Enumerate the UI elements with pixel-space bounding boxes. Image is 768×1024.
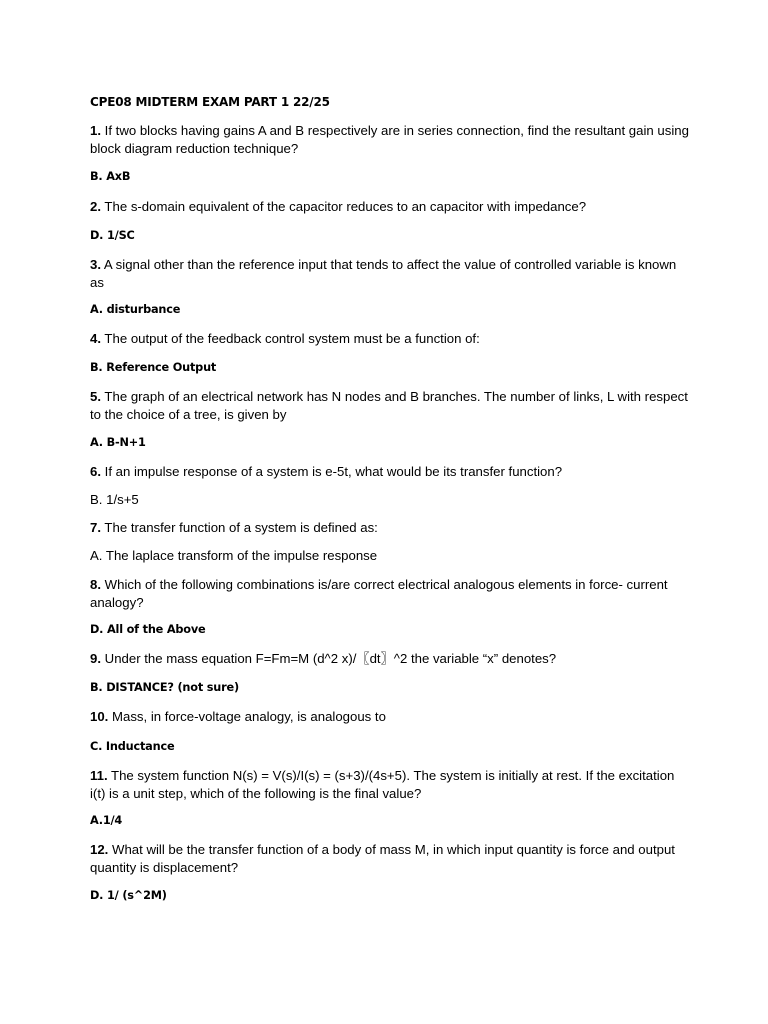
question-number: 4. bbox=[90, 331, 101, 346]
question-6 bbox=[90, 463, 690, 481]
question-text: The output of the feedback control system must be a function of: bbox=[101, 331, 480, 346]
exam-title: CPE08 MIDTERM EXAM PART 1 22/25 bbox=[90, 95, 330, 109]
answer-8: D. All of the Above bbox=[90, 623, 206, 636]
question-text: If two blocks having gains A and B respectively are in series connection, find the resultant gain using block diagram reduction technique? bbox=[90, 123, 689, 156]
question-text: Which of the following combinations is/are correct electrical analogous elements in force- current analogy? bbox=[90, 577, 668, 610]
question-number: 5. bbox=[90, 389, 101, 404]
question-number: 1. bbox=[90, 123, 101, 138]
answer-7: A. The laplace transform of the impulse response bbox=[90, 548, 378, 563]
question-text: The graph of an electrical network has N nodes and B branches. The number of links, L with respect to the choice of a tree, is given by bbox=[90, 389, 688, 422]
answer-3: A. disturbance bbox=[90, 303, 181, 316]
question-number: 12. bbox=[90, 842, 109, 857]
answer-12: D. 1/ (s^2M) bbox=[90, 889, 167, 902]
answer-2: D. 1/SC bbox=[90, 229, 135, 242]
question-8 bbox=[90, 576, 690, 612]
question-text: A signal other than the reference input that tends to affect the value of controlled variable is known as bbox=[90, 257, 677, 290]
question-3 bbox=[90, 256, 690, 292]
question-number: 11. bbox=[90, 768, 108, 783]
question-text: Mass, in force-voltage analogy, is analogous to bbox=[108, 709, 386, 724]
answer-4: B. Reference Output bbox=[90, 361, 217, 374]
question-4 bbox=[90, 330, 690, 348]
answer-5: A. B-N+1 bbox=[90, 436, 146, 449]
question-text: If an impulse response of a system is e-5t, what would be its transfer function? bbox=[101, 464, 563, 479]
question-text: The transfer function of a system is defined as: bbox=[101, 520, 378, 535]
question-number: 2. bbox=[90, 199, 101, 214]
question-1 bbox=[90, 122, 690, 158]
answer-11: A.1/4 bbox=[90, 814, 123, 827]
question-number: 6. bbox=[90, 464, 101, 479]
answer-6: B. 1/s+5 bbox=[90, 492, 139, 507]
question-9 bbox=[90, 650, 690, 668]
question-number: 7. bbox=[90, 520, 101, 535]
question-text: What will be the transfer function of a body of mass M, in which input quantity is force and output quantity is displacement? bbox=[90, 842, 675, 875]
question-7 bbox=[90, 519, 690, 537]
question-12 bbox=[90, 841, 690, 877]
answer-10: C. Inductance bbox=[90, 740, 175, 753]
question-number: 9. bbox=[90, 651, 101, 666]
question-number: 10. bbox=[90, 709, 109, 724]
question-number: 8. bbox=[90, 577, 101, 592]
question-text: Under the mass equation F=Fm=M (d^2 x)/〖dt〗^2 the variable “x” denotes? bbox=[101, 651, 557, 666]
answer-9: B. DISTANCE? (not sure) bbox=[90, 681, 239, 694]
question-11 bbox=[90, 767, 690, 803]
question-2 bbox=[90, 198, 690, 216]
question-text: The system function N(s) = V(s)/I(s) = (s+3)/(4s+5). The system is initially at rest. If the excitation i(t) is a unit step, which of the following is the final value? bbox=[90, 768, 675, 801]
question-5 bbox=[90, 388, 690, 424]
question-10 bbox=[90, 708, 690, 726]
question-number: 3. bbox=[90, 257, 101, 272]
question-text: The s-domain equivalent of the capacitor reduces to an capacitor with impedance? bbox=[101, 199, 587, 214]
answer-1: B. AxB bbox=[90, 170, 131, 183]
